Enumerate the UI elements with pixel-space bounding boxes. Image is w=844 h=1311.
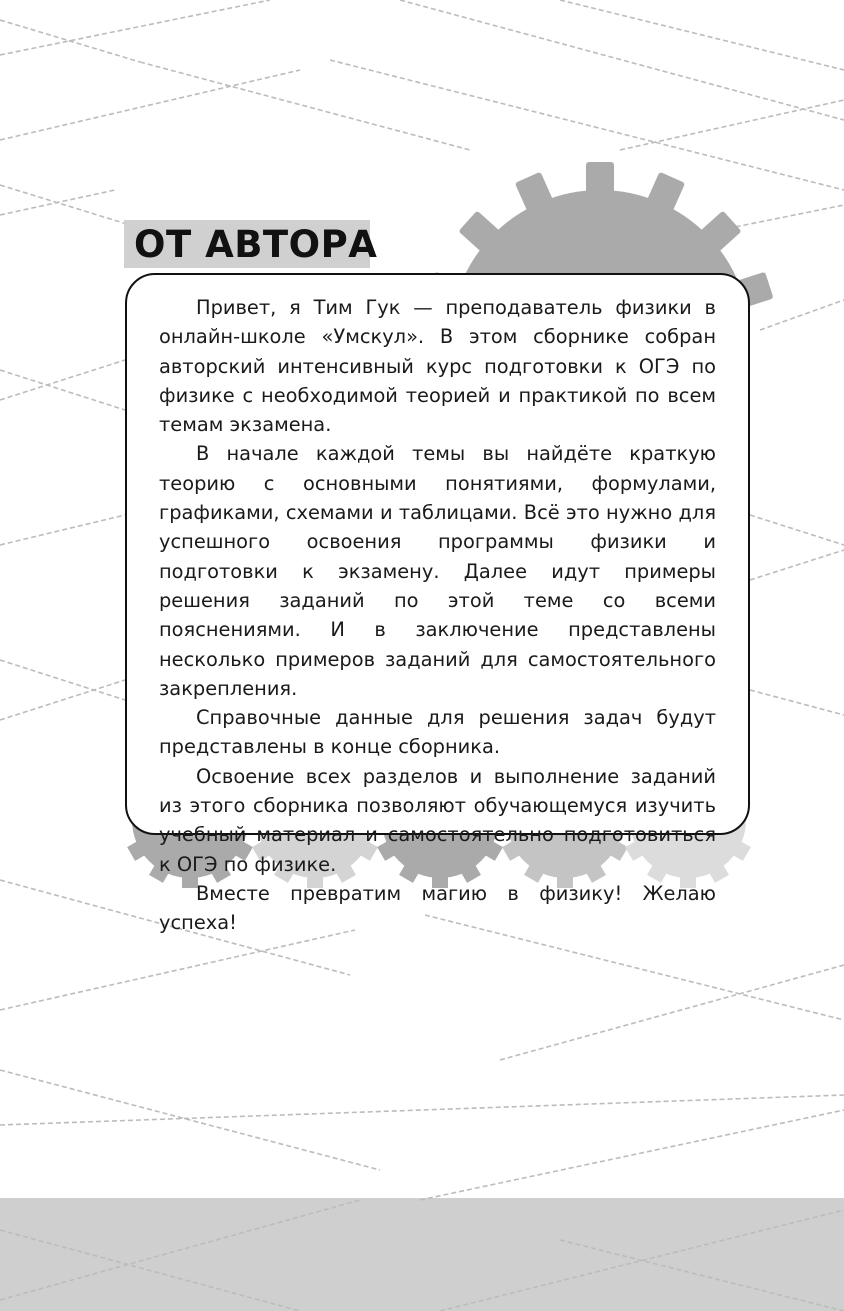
paragraph-reference: Справочные данные для решения задач будут представлены в конце сборника.	[159, 706, 716, 759]
paragraph-intro: Привет, я Тим Гук — преподаватель физики в онлайн-школе «Умскул». В этом сборнике собран авторский интенсивный курс подготовки к ОГЭ по физике с необходимой теорией и практикой по всем темам экзамена.	[159, 296, 716, 437]
heading-band	[124, 220, 378, 268]
author-note-box	[125, 273, 750, 935]
paragraph-goal: Освоение всех разделов и выполнение заданий из этого сборника позволяют обучающемуся изучить учебный материал и самостоятельно подготовиться к ОГЭ по физике.	[159, 764, 716, 876]
paragraph-closing: Вместе превратим магию в физику! Желаю успеха!	[159, 881, 716, 935]
page-title: ОТ АВТОРА	[134, 223, 378, 266]
footer-band	[0, 1198, 844, 1311]
paragraph-structure: В начале каждой темы вы найдёте краткую теорию с основными понятиями, формулами, графиками, схемами и таблицами. Всё это нужно для успешного освоения программы физики и подготовки к экзамену. Далее идут примеры решения заданий по этой теме со всеми пояснениями. И в заключение представлены несколько примеров заданий для самостоятельного закрепления.	[159, 442, 716, 700]
